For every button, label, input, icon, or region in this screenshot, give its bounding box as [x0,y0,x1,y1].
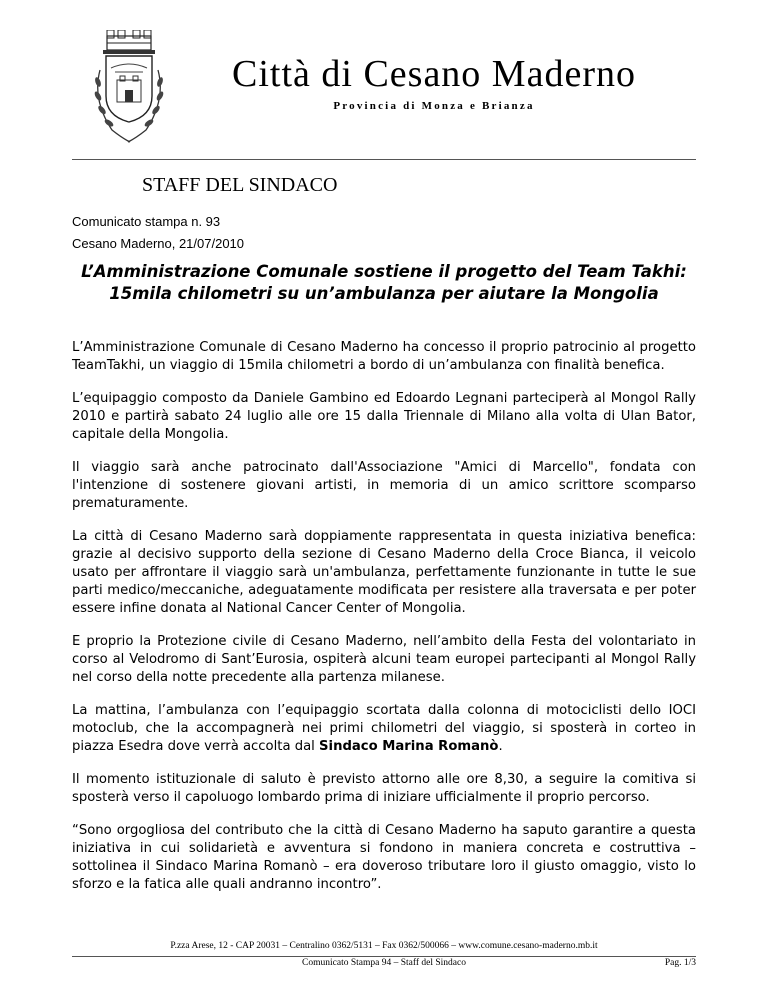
paragraph-7: Il momento istituzionale di saluto è previsto attorno alle ore 8,30, a seguire la comitiva si sposterà verso il capoluogo lombardo prima di iniziare ufficialmente il proprio percorso. [72,772,696,805]
footer-address: P.zza Arese, 12 - CAP 20031 – Centralino 0362/5131 – Fax 0362/500066 – www.comune.cesano-maderno.mb.it [170,941,598,951]
place-date: Cesano Maderno, 21/07/2010 [72,236,245,251]
section-title: STAFF DEL SINDACO [142,174,338,196]
page-number: Pag. 1/3 [664,958,696,968]
footer-document-line: Comunicato Stampa 94 – Staff del Sindaco [302,958,466,968]
paragraph-3: Il viaggio sarà anche patrocinato dall'Associazione "Amici di Marcello", fondata con l'intenzione di sostenere giovani artisti, in memoria di un amico scrittore scomparso prematuramente. [72,460,696,511]
province-subtitle: Provincia di Monza e Brianza [333,100,535,112]
header-divider [72,159,696,160]
paragraph-6 [72,702,696,756]
paragraph-6-text: La mattina, l’ambulanza con l’equipaggio scortata dalla colonna di motociclisti dello IOCI motoclub, che la accompagnerà nei primi chilometri del viaggio, si sposterà in corteo in piazza Esedra dove verrà accolta dal [72,703,696,754]
paragraph-2: L’equipaggio composto da Daniele Gambino ed Edoardo Legnani parteciperà al Mongol Rally 2010 e partirà sabato 24 luglio alle ore 15 dalla Triennale di Milano alla volta di Ulan Bator, capitale della Mongolia. [72,391,696,442]
paragraph-6-end: . [498,739,503,754]
paragraph-1: L’Amministrazione Comunale di Cesano Maderno ha concesso il proprio patrocinio al progetto TeamTakhi, un viaggio di 15mila chilometri a bordo di un’ambulanza con finalità benefica. [72,340,696,373]
city-title: Città di Cesano Maderno [232,53,636,95]
press-release-number: Comunicato stampa n. 93 [72,214,221,229]
headline-line-2: 15mila chilometri su un’ambulanza per aiutare la Mongolia [109,284,659,303]
body-text [72,339,696,909]
headline-line-1: L’Amministrazione Comunale sostiene il progetto del Team Takhi: [81,262,687,281]
footer-divider [72,956,696,957]
headline [72,261,696,305]
paragraph-4: La città di Cesano Maderno sarà doppiamente rappresentata in questa iniziativa benefica: grazie al decisivo supporto della sezione di Cesano Maderno della Croce Bianca, il veicolo usato per affrontare il viaggio sarà un'ambulanza, perfettamente funzionante in tutte le sue parti medico/meccaniche, adeguatamente modificata per resistere alla traversata e per poter essere infine donata al National Cancer Center of Mongolia. [72,529,696,616]
paragraph-5: E proprio la Protezione civile di Cesano Maderno, nell’ambito della Festa del volontariato in corso al Velodromo di Sant’Eurosia, ospiterà alcuni team europei partecipanti al Mongol Rally nel corso della notte precedente alla partenza milanese. [72,634,696,685]
paragraph-8: “Sono orgogliosa del contributo che la città di Cesano Maderno ha saputo garantire a questa iniziativa in cui solidarietà e avventura si fondono in maniera concreta e costruttiva – sottolinea il Sindaco Marina Romanò – era doveroso tributare loro il giusto omaggio, visto lo sforzo e la fatica alle quali andranno incontro”. [72,823,696,892]
mayor-name: Sindaco Marina Romanò [319,739,499,754]
